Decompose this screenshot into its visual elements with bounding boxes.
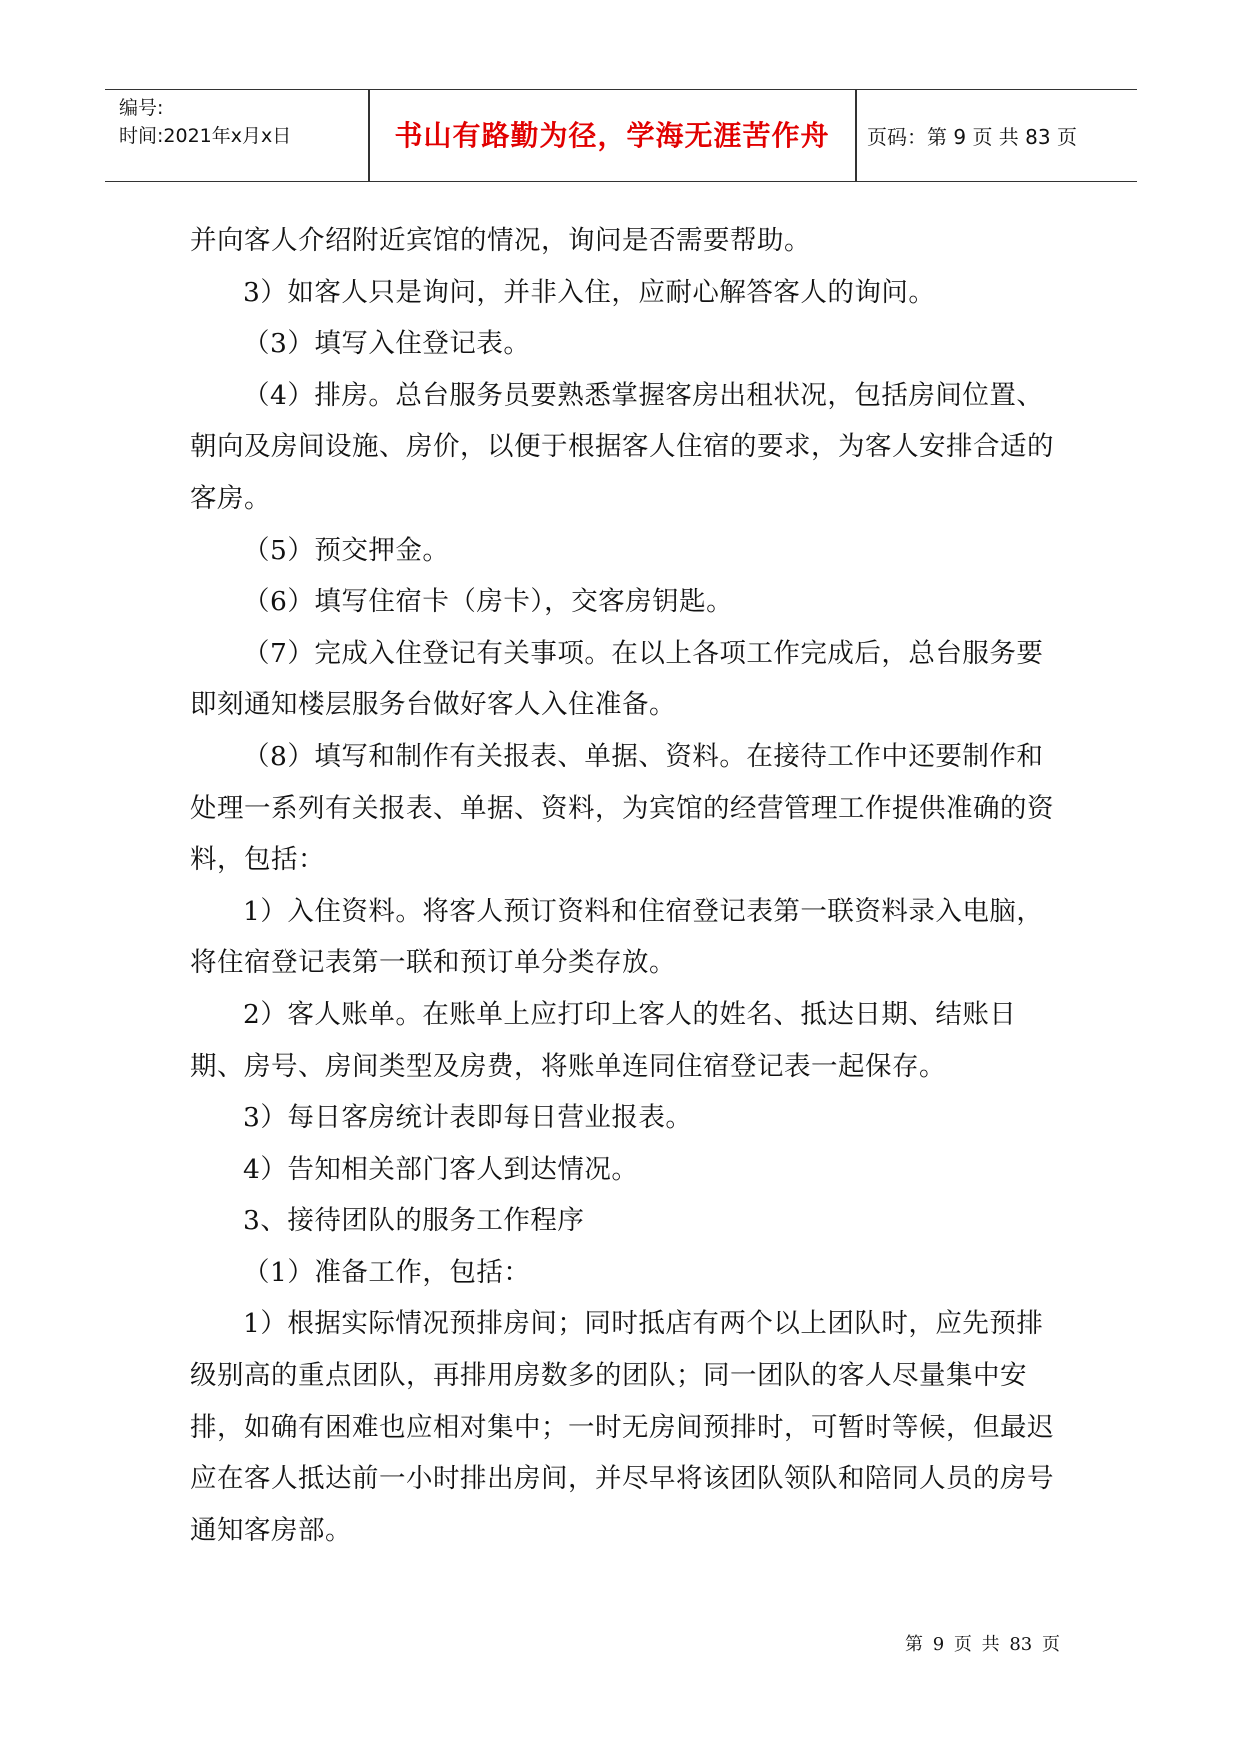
document-time-label: 时间:2021年x月x日 (119, 125, 292, 147)
paragraph: 3）每日客房统计表即每日营业报表。 (243, 1102, 693, 1134)
document-number-label: 编号: (119, 97, 164, 119)
paragraph: （1）准备工作，包括： (243, 1256, 531, 1288)
page-header (105, 89, 1137, 182)
paragraph: （6）填写住宿卡（房卡），交客房钥匙。 (243, 586, 734, 618)
paragraph: （8）填写和制作有关报表、单据、资料。在接待工作中还要制作和处理一系列有关报表、单据、资料，为宾馆的经营管理工作提供准确的资料，包括： (190, 740, 1054, 876)
paragraph: （5）预交押金。 (243, 534, 450, 566)
header-meta (119, 94, 291, 150)
paragraph: 2）客人账单。在账单上应打印上客人的姓名、抵达日期、结账日期、房号、房间类型及房费，将账单连同住宿登记表一起保存。 (190, 998, 1017, 1082)
paragraph: （4）排房。总台服务员要熟悉掌握客房出租状况，包括房间位置、朝向及房间设施、房价，以便于根据客人住宿的要求，为客人安排合适的客房。 (190, 379, 1054, 514)
document-body (190, 215, 1065, 1556)
paragraph: 3）如客人只是询问，并非入住，应耐心解答客人的询问。 (243, 276, 936, 308)
header-divider-right (855, 90, 857, 181)
paragraph: （3）填写入住登记表。 (243, 328, 531, 360)
header-motto: 书山有路勤为径，学海无涯苦作舟 (394, 119, 830, 152)
paragraph: 1）根据实际情况预排房间；同时抵店有两个以上团队时，应先预排级别高的重点团队，再排用房数多的团队；同一团队的客人尽量集中安排，如确有困难也应相对集中；一时无房间预排时，可暂时等候，但最迟应在客人抵达前一小时排出房间，并尽早将该团队领队和陪同人员的房号通知客房部。 (190, 1308, 1054, 1546)
section-heading: 3、接待团队的服务工作程序 (243, 1205, 585, 1237)
paragraph: （7）完成入住登记有关事项。在以上各项工作完成后，总台服务要即刻通知楼层服务台做好客人入住准备。 (190, 637, 1044, 721)
page-footer: 第 9 页 共 83 页 (905, 1634, 1060, 1655)
paragraph: 1）入住资料。将客人预订资料和住宿登记表第一联资料录入电脑，将住宿登记表第一联和预订单分类存放。 (190, 895, 1044, 979)
paragraph: 4）告知相关部门客人到达情况。 (243, 1153, 639, 1185)
header-page-info: 页码：第 9 页 共 83 页 (867, 125, 1077, 149)
paragraph: 并向客人介绍附近宾馆的情况，询问是否需要帮助。 (190, 225, 811, 256)
